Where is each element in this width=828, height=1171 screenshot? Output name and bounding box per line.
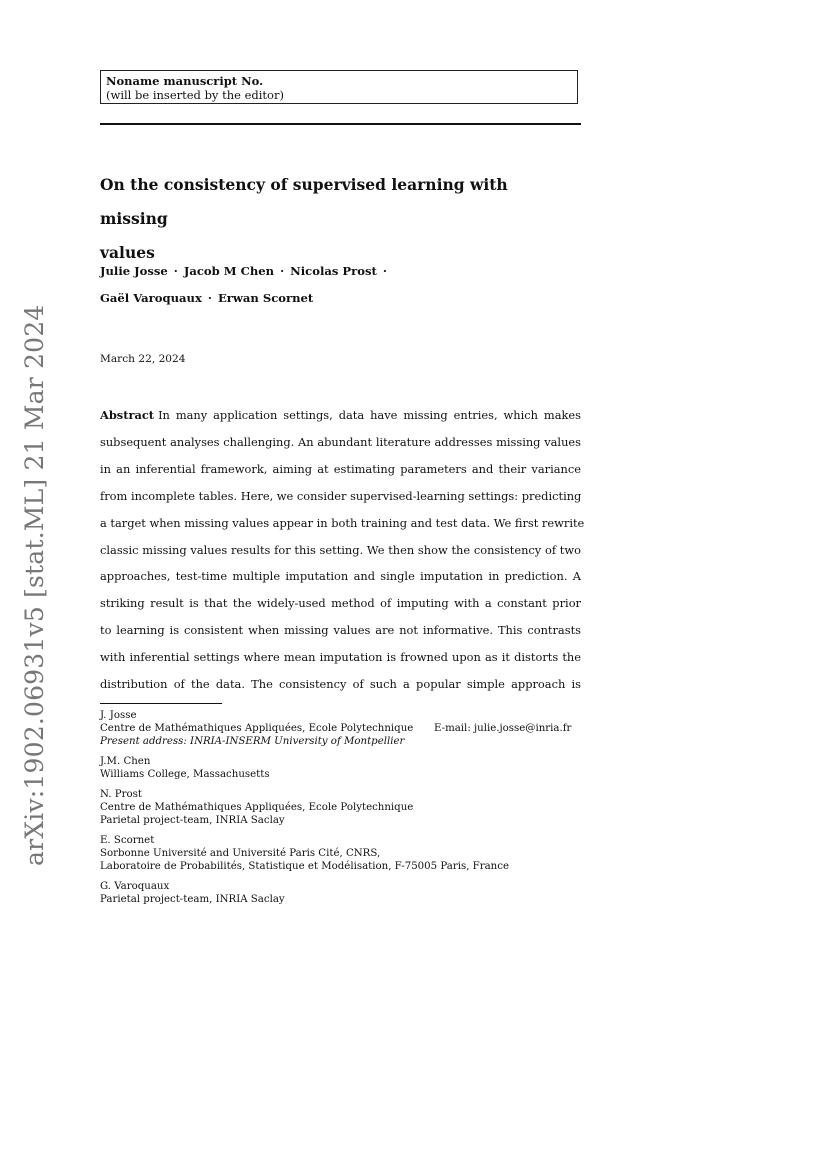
abstract-line: to learning is consistent when missing values are not informative. This contrasts xyxy=(100,623,581,638)
abstract-text: In many application settings, data have missing entries, which makes xyxy=(158,408,581,422)
manuscript-number-box xyxy=(100,70,578,104)
author-chen: Jacob M Chen xyxy=(183,264,275,278)
author-separator: · xyxy=(173,264,178,278)
publication-date: March 22, 2024 xyxy=(100,353,186,365)
affiliation-institution: Parietal project-team, INRIA Saclay xyxy=(100,815,285,826)
header-rule xyxy=(100,123,581,125)
affiliation-institution: Laboratoire de Probabilités, Statistique et Modélisation, F-75005 Paris, France xyxy=(100,861,509,872)
author-scornet: Erwan Scornet xyxy=(217,291,314,305)
affiliation-institution: Williams College, Massachusetts xyxy=(100,769,270,780)
affiliation-institution: Centre de Mathémathiques Appliquées, Ecole Polytechnique xyxy=(100,723,414,734)
author-email: E-mail: julie.josse@inria.fr xyxy=(434,723,572,734)
abstract-line: from incomplete tables. Here, we consider supervised-learning settings: predicting xyxy=(100,488,582,503)
abstract-line: classic missing values results for this setting. We then show the consistency of two xyxy=(100,542,581,557)
affiliation-institution: Centre de Mathémathiques Appliquées, Ecole Polytechnique xyxy=(100,802,414,813)
abstract-line xyxy=(100,402,581,429)
abstract-line: with inferential settings where mean imputation is frowned upon as it distorts the xyxy=(100,650,581,665)
affiliation-institution: Sorbonne Université and Université Paris Cité, CNRS, xyxy=(100,848,381,859)
affiliation-prost xyxy=(100,788,580,827)
affiliation-josse xyxy=(100,709,580,748)
abstract-line: subsequent analyses challenging. An abundant literature addresses missing values xyxy=(100,434,581,449)
author-prost: Nicolas Prost xyxy=(290,264,377,278)
title-line-1: On the consistency of supervised learning with missing xyxy=(100,175,508,228)
abstract-line: striking result is that the widely-used method of imputing with a constant prior xyxy=(100,596,581,611)
abstract-line: in an inferential framework, aiming at estimating parameters and their variance xyxy=(100,461,581,476)
affiliation-name: N. Prost xyxy=(100,789,142,800)
author-separator: · xyxy=(382,264,387,278)
affiliation-varoquaux xyxy=(100,880,580,906)
affiliation-name: E. Scornet xyxy=(100,835,155,846)
abstract xyxy=(100,402,585,698)
footnote-rule xyxy=(100,703,222,704)
abstract-line: a target when missing values appear in both training and test data. We first rewrite xyxy=(100,515,585,530)
present-address: Present address: INRIA-INSERM University of Montpellier xyxy=(100,736,405,747)
abstract-line: approaches, test-time multiple imputation and single imputation in prediction. A xyxy=(100,569,581,584)
abstract-keyword: Abstract xyxy=(100,408,155,422)
abstract-line: distribution of the data. The consistency of such a popular simple approach is xyxy=(100,677,581,692)
author-varoquaux: Gaël Varoquaux xyxy=(100,291,202,305)
affiliation-name: J.M. Chen xyxy=(100,756,151,767)
affiliation-institution: Parietal project-team, INRIA Saclay xyxy=(100,894,285,905)
affiliations xyxy=(100,709,580,913)
author-separator: · xyxy=(207,291,212,305)
title-line-2: values xyxy=(100,243,155,262)
arxiv-identifier-stamp: arXiv:1902.06931v5 [stat.ML] 21 Mar 2024 xyxy=(20,304,49,866)
affiliation-scornet xyxy=(100,834,580,873)
paper-title xyxy=(100,168,580,270)
affiliation-chen xyxy=(100,755,580,781)
author-list xyxy=(100,258,580,312)
affiliation-name: G. Varoquaux xyxy=(100,881,170,892)
author-separator: · xyxy=(280,264,285,278)
author-josse: Julie Josse xyxy=(100,264,168,278)
manuscript-label: Noname manuscript No. xyxy=(106,74,264,88)
affiliation-name: J. Josse xyxy=(100,710,137,721)
editor-note: (will be inserted by the editor) xyxy=(106,88,284,102)
